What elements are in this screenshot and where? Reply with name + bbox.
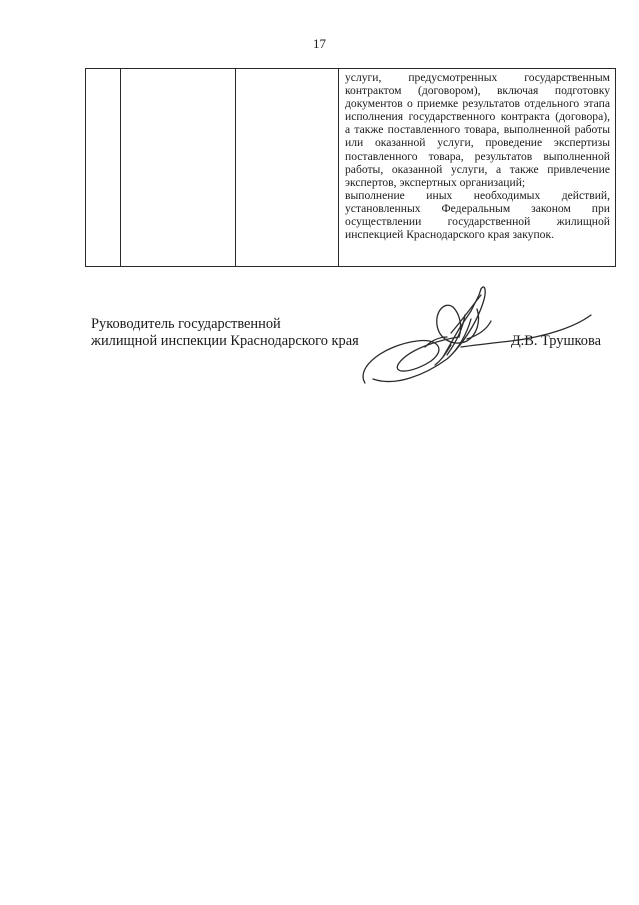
cell-paragraph: выполнение иных необходимых действий, установленных Федеральным законом при осуществлении государственной жилищной инспекцией Краснодарского края закупок. — [345, 188, 610, 242]
signer-position-line: Руководитель государственной — [91, 316, 281, 332]
signer-name: Д.В. Трушкова — [510, 333, 601, 349]
page-number: 17 — [313, 36, 326, 51]
cell-text — [345, 71, 610, 241]
table-cell-basis — [236, 69, 339, 267]
table-cell-name — [121, 69, 236, 267]
document-table — [85, 68, 616, 267]
table-cell-number — [86, 69, 121, 267]
table-row — [86, 69, 616, 267]
signer-position-line: жилищной инспекции Краснодарского края — [91, 333, 359, 349]
table-cell-description — [339, 69, 616, 267]
cell-paragraph: услуги, предусмотренных государственным контрактом (договором), включая подготовку документов о приемке результатов отдельного этапа исполнения государственного контракта (договора), а также поставленного товара, выполненной работы или оказанной услуги, проведение экспертизы поставленного товара, результатов выполненной работы, оказанной услуги, а также привлечение экспертов, экспертных организаций; — [345, 71, 610, 189]
handwritten-signature — [355, 275, 605, 395]
